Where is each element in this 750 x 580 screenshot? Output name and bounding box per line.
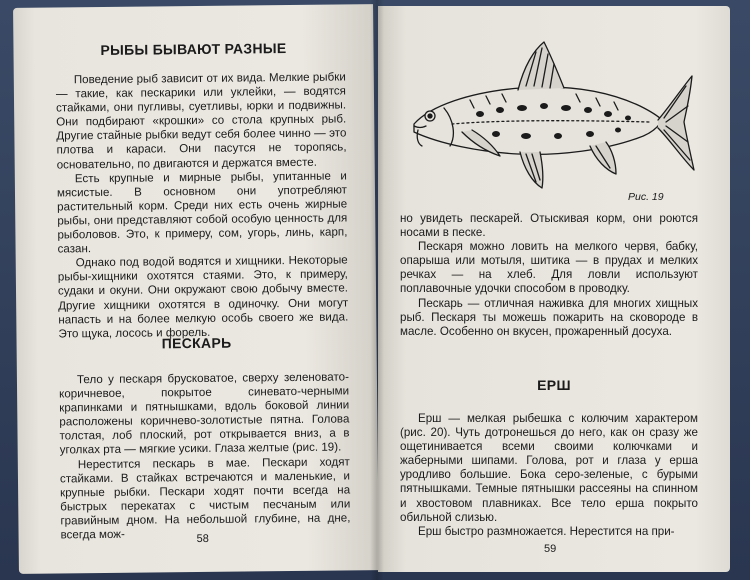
figure-caption: Рис. 19 <box>628 191 664 203</box>
paragraph: Ерш быстро размножается. Нерестится на при- <box>418 524 675 538</box>
paragraph: Тело у пескаря брусковатое, сверху зеленовато-коричневое, покрытое синевато-черными крапинками и пятнышками, вдоль боковой линии расположены коричнево-золотистые пятна. Голова толстая, лоб плоский, рот открывается вниз, а в уголках рта — мягкие усики. Глаза желтые (рис. 19). <box>59 370 350 457</box>
paragraph: Однако под водой водятся и хищники. Некоторые рыбы-хищники охотятся стаями. Это, к примеру, судаки и окуни. Они окружают свою добычу вместе. Другие хищники охотятся в одиночку. Они могут напасть и на более мелкую особь своего же вида. Это щука, лосось и форель. <box>57 253 349 341</box>
right-text-block-1 <box>400 212 698 339</box>
section-heading-ruffe: ЕРШ <box>537 377 571 393</box>
page-number-left: 58 <box>196 532 209 546</box>
paragraph: Ерш — мелкая рыбешка с колючим характером (рис. 20). Чуть дотронешься до него, как он сразу же ощетинивается всеми своими колючками и жаберными шипами. Голова, рот и глаза у ерша уродливо большие. Бока серо-зеленые, с бурыми пятнышками. Темные пятнышки рассеяны на спинном и хвостовом плавниках. Все тело ерша покрыто обильной слизью. <box>400 412 698 524</box>
paragraph: Нерестится пескарь в мае. Пескари ходят стайками. В стайках встречаются и маленькие, и крупные рыбки. Пескари ходят почти всегда на быстрых перекатах с чистым песчаным или гравийным дном. На небольшой глубине, на дне, всегда мож- <box>59 454 351 542</box>
left-page <box>13 4 379 574</box>
right-page <box>378 6 730 572</box>
right-text-block-2 <box>400 412 698 539</box>
gudgeon-fish-illustration <box>400 36 700 196</box>
paragraph: Есть крупные и мирные рыбы, упитанные и мясистые. В основном они употребляют растительный корм. Среди них есть очень жирные рыбы, они представляют собой особую ценность для рыболовов. Это, к примеру, сом, угорь, линь, карп, сазан. <box>56 169 348 256</box>
paragraph: Поведение рыб зависит от их вида. Мелкие рыбки — такие, как пескарики или уклейки, — водятся стайками, они пугливы, суетливы, юрки и подвижны. Они подбирают «крошки» со стола крупных рыб. Другие стайные рыбки ведут себя более чинно — это плотва и караси. Они пасутся не торопясь, основательно, по двигаются и держатся вместе. <box>55 70 347 172</box>
paragraph: Пескарь — отличная наживка для многих хищных рыб. Пескаря ты можешь пожарить на сковороде в масле. Особенно он вкусен, прожаренный досуха. <box>400 296 698 338</box>
paragraph: Пескаря можно ловить на мелкого червя, бабку, опарыша или мотыля, шитика — в прудах и мелких речках — на хлеб. Для ловли используют поплавочные удочки способом в проводку. <box>400 240 698 296</box>
left-text-block-2 <box>59 370 351 542</box>
section-heading-fish-differ: РЫБЫ БЫВАЮТ РАЗНЫЕ <box>100 40 287 58</box>
paragraph: но увидеть пескарей. Отыскивая корм, они роются носами в песке. <box>400 212 698 240</box>
page-number-right: 59 <box>544 543 557 555</box>
left-text-block-1 <box>56 70 349 341</box>
section-heading-gudgeon: ПЕСКАРЬ <box>161 334 232 352</box>
